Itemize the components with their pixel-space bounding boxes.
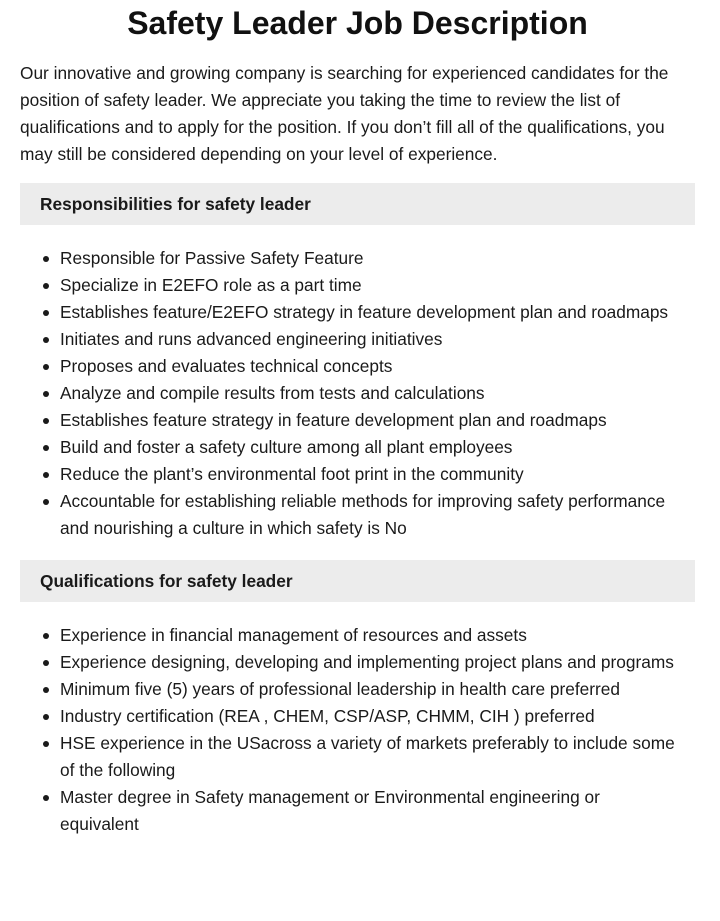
list-item-text: Accountable for establishing reliable methods for improving safety performance and nourishing a culture in which safety is No	[60, 491, 666, 538]
bullet-icon	[43, 687, 49, 693]
bullet-icon	[43, 795, 49, 801]
list-item	[20, 622, 695, 649]
list-item-text: Build and foster a safety culture among all plant employees	[60, 437, 513, 457]
bullet-icon	[43, 445, 49, 451]
list-item	[20, 272, 695, 299]
bullet-icon	[43, 472, 49, 478]
qualifications-list	[20, 622, 695, 838]
bullet-icon	[43, 310, 49, 316]
bullet-icon	[43, 633, 49, 639]
list-item	[20, 407, 695, 434]
list-item-text: Reduce the plant’s environmental foot print in the community	[60, 464, 524, 484]
bullet-icon	[43, 714, 49, 720]
list-item	[20, 488, 695, 542]
list-item-text: Initiates and runs advanced engineering initiatives	[60, 329, 443, 349]
list-item	[20, 353, 695, 380]
list-item	[20, 299, 695, 326]
responsibilities-heading: Responsibilities for safety leader	[20, 183, 695, 225]
list-item-text: Experience designing, developing and implementing project plans and programs	[60, 652, 674, 672]
bullet-icon	[43, 391, 49, 397]
list-item	[20, 703, 695, 730]
list-item	[20, 434, 695, 461]
list-item	[20, 649, 695, 676]
bullet-icon	[43, 283, 49, 289]
list-item-text: Analyze and compile results from tests and calculations	[60, 383, 485, 403]
list-item-text: Industry certification (REA , CHEM, CSP/ASP, CHMM, CIH ) preferred	[60, 706, 595, 726]
list-item-text: Proposes and evaluates technical concepts	[60, 356, 393, 376]
bullet-icon	[43, 499, 49, 505]
list-item-text: Establishes feature strategy in feature development plan and roadmaps	[60, 410, 607, 430]
bullet-icon	[43, 741, 49, 747]
bullet-icon	[43, 660, 49, 666]
list-item-text: Responsible for Passive Safety Feature	[60, 248, 364, 268]
list-item-text: Establishes feature/E2EFO strategy in feature development plan and roadmaps	[60, 302, 669, 322]
list-item	[20, 245, 695, 272]
list-item-text: Minimum five (5) years of professional leadership in health care preferred	[60, 679, 620, 699]
list-item	[20, 461, 695, 488]
list-item-text: HSE experience in the USacross a variety of markets preferably to include some of the following	[60, 733, 675, 780]
list-item	[20, 380, 695, 407]
list-item-text: Specialize in E2EFO role as a part time	[60, 275, 362, 295]
list-item	[20, 730, 695, 784]
list-item	[20, 326, 695, 353]
list-item-text: Master degree in Safety management or Environmental engineering or equivalent	[60, 787, 600, 834]
page-title: Safety Leader Job Description	[127, 5, 588, 41]
responsibilities-list	[20, 245, 695, 542]
bullet-icon	[43, 418, 49, 424]
list-item	[20, 784, 695, 838]
list-item	[20, 676, 695, 703]
bullet-icon	[43, 364, 49, 370]
bullet-icon	[43, 337, 49, 343]
qualifications-heading: Qualifications for safety leader	[20, 560, 695, 602]
list-item-text: Experience in financial management of resources and assets	[60, 625, 527, 645]
intro-paragraph: Our innovative and growing company is searching for experienced candidates for the position of safety leader. We appreciate you taking the time to review the list of qualifications and to apply for the position. If you don’t fill all of the qualifications, you may still be considered depending on your level of experience.	[20, 63, 669, 164]
bullet-icon	[43, 256, 49, 262]
